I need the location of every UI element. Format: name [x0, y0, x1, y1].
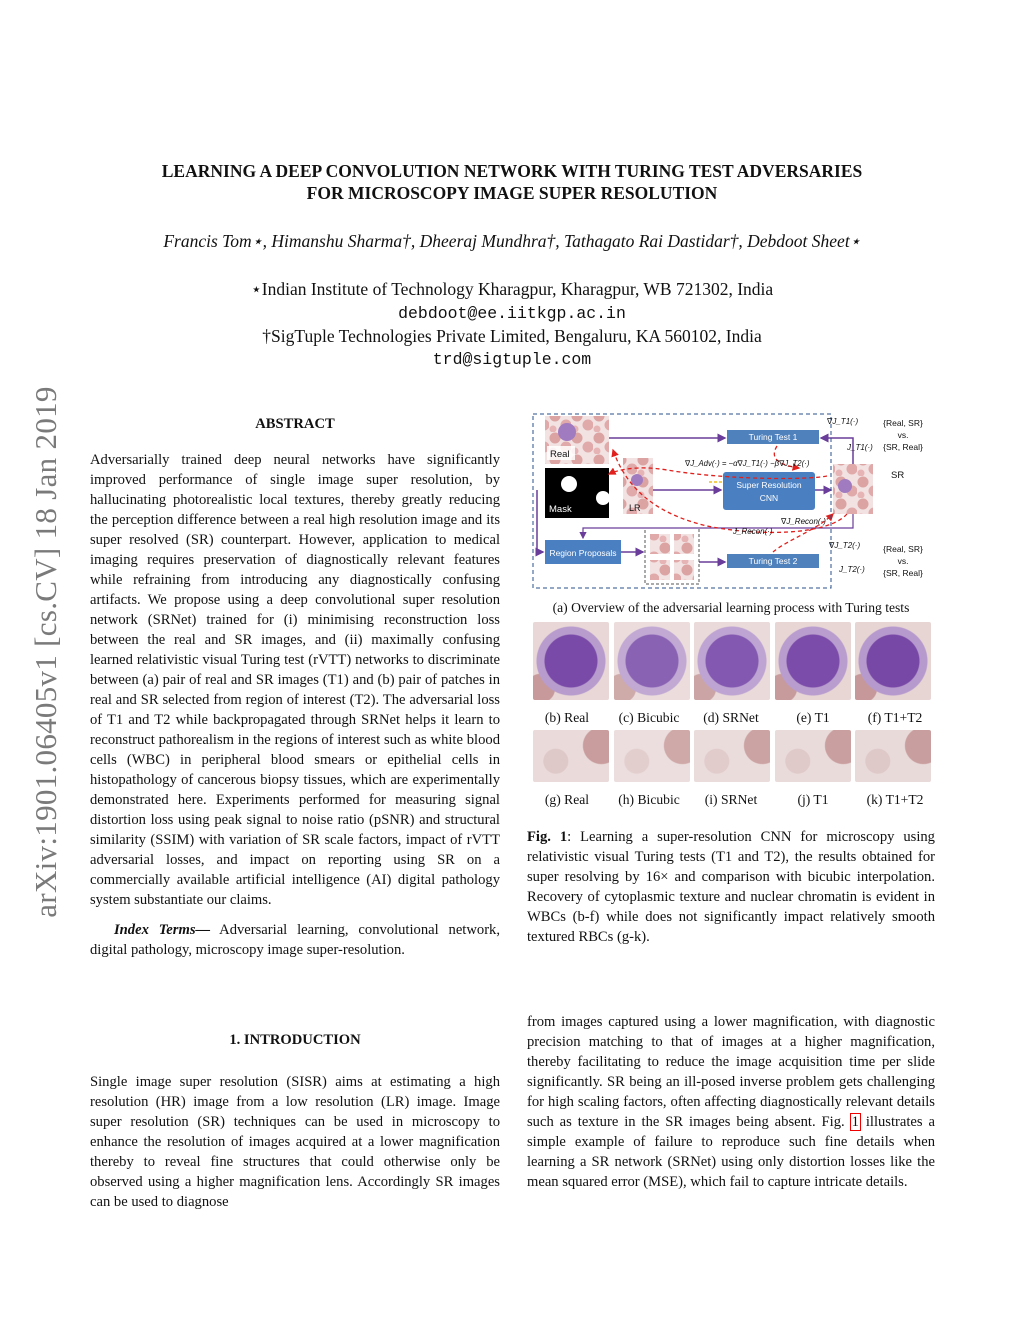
rbc-t1t2-image: [855, 730, 931, 782]
label-j: (j) T1: [797, 792, 829, 807]
region-proposals-label: Region Proposals: [549, 548, 617, 558]
patch-sr-1: [674, 534, 694, 554]
pair2-vs: vs.: [897, 556, 909, 566]
grad-t2-label: ∇J_T2(·): [829, 541, 861, 550]
intro-left-column: [90, 1072, 500, 1212]
wbc-real-image: [533, 622, 609, 700]
figure-1-caption: [527, 827, 935, 947]
j-t2-label: J_T2(·): [839, 565, 865, 574]
figure-caption-a: (a) Overview of the adversarial learning process with Turing tests: [552, 600, 910, 615]
label-c: (c) Bicubic: [618, 710, 680, 725]
paper-title: [100, 160, 924, 204]
introduction-heading: 1. INTRODUCTION: [229, 1032, 361, 1048]
rbc-label-row: [527, 792, 935, 808]
turing-test-2-label: Turing Test 2: [748, 556, 798, 566]
label-i: (i) SRNet: [704, 792, 758, 807]
index-terms-text: Adversarial learning, convolutional network, digital pathology, microscopy image super-resolution.: [90, 922, 501, 958]
patch-sr-2: [674, 560, 694, 580]
mask-blob-1: [561, 476, 577, 492]
arxiv-stamp-text: arXiv:1901.06405v1 [cs.CV] 18 Jan 2019: [28, 386, 63, 918]
intro-right-paragraph: [527, 1012, 935, 1192]
affiliation-iit: ⋆Indian Institute of Technology Kharagpur, Kharagpur, WB 721302, India: [250, 279, 774, 299]
title-line-2: FOR MICROSCOPY IMAGE SUPER RESOLUTION: [306, 183, 718, 203]
intro-left-text: Single image super resolution (SISR) aims at estimating a high resolution (HR) image from a low resolution (LR) image. Image super resolution (SR) techniques can be used in microscopy to enhance the resolution of images acquired at a lower magnification thereby to reveal fine structures that could otherwise only be observed using a higher magnification lens. Accordingly SR images can be used to diagnose: [90, 1074, 500, 1210]
wbc-srnet-image: [694, 622, 770, 700]
label-k: (k) T1+T2: [866, 792, 924, 807]
intro-right-text-2: illustrates a simple example of failure to reproduce such fine details when learning a SR network (SRNet) using only distortion losses like the mean squared error (MSE), which fail to capture intricate details.: [527, 1114, 935, 1190]
pair1-line1: {Real, SR}: [883, 418, 923, 428]
wbc-t1t2-image: [855, 622, 931, 700]
abstract-heading: ABSTRACT: [255, 416, 335, 432]
rbc-bicubic-image: [614, 730, 690, 782]
intro-right-column: [527, 1012, 935, 1192]
label-d: (d) SRNet: [703, 710, 759, 725]
sr-label: SR: [891, 470, 905, 481]
pair2-line2: {SR, Real}: [883, 568, 923, 578]
affiliation-sigtuple: †SigTuple Technologies Private Limited, Bengaluru, KA 560102, India: [262, 326, 762, 346]
srcnn-box: [723, 472, 815, 510]
grad-adv-label: ∇J_Adv(·) = −α∇J_T1(·) −β∇J_T2(·): [685, 459, 810, 468]
authors: Francis Tom⋆, Himanshu Sharma†, Dheeraj Mundhra†, Tathagato Rai Dastidar†, Debdoot Sheet⋆: [163, 231, 861, 251]
fig-ref-link[interactable]: 1: [851, 1114, 859, 1130]
pair1-line2: {SR, Real}: [883, 442, 923, 452]
srcnn-label-line2: CNN: [759, 493, 779, 503]
email-iit: debdoot@ee.iitkgp.ac.in: [398, 304, 626, 323]
abstract-text: Adversarially trained deep neural networks have significantly improved performance of single image super resolution, by hallucinating photorealistic local textures, thereby greatly reducing the perception difference between a real high resolution image and its super resolved (SR) counterpart. However, application to medical imaging requires preservation of diagnostically relevant features while refraining from introducing any diagnostically confusing artifacts. We propose using a deep convolutional super resolution network (SRNet) trained for (i) minimising reconstruction loss between the real and SR images, and (ii) maximally confusing learned relativistic visual Turing test (rVTT) networks to discriminate between (a) pair of real and SR images (T1) and (b) pair of patches in real and SR selected from region of interest (T2). The adversarial loss of T1 and T2 while backpropagated through SRNet helps it learn to reconstruct pathorealism in the regions of interest such as white blood cells (WBC) in peripheral blood smears or epithelial cells in histopathology of cancerous biopsy tissues, which are experimentally demonstrated here. Experiments performed for measuring signal distortion loss using peak signal to noise ratio (pSNR) and structural similarity (SSIM) with variation of SR scale factors, impact of rVTT adversarial losses, and impact on reporting using SR on a commercially available artificial intelligence (AI) digital pathology system substantiate our claims.: [90, 452, 500, 908]
flow-mask-to-region: [537, 490, 543, 552]
lr-label: LR: [629, 503, 641, 513]
pair1-vs: vs.: [897, 430, 909, 440]
index-terms: [90, 920, 500, 960]
rbc-t1-image: [775, 730, 851, 782]
patch-real-1: [650, 534, 670, 554]
label-g: (g) Real: [544, 792, 590, 807]
rbc-srnet-image: [694, 730, 770, 782]
figure-1-caption-body: : Learning a super-resolution CNN for microscopy using relativistic visual Turing tests (T1 and T2), the results obtained for super resolving by 16× and comparison with bicubic interpolation. Recovery of cytoplasmic texture and nuclear chromatin is evident in WBCs (b-f) while does not significantly impact relatively smooth textured RBCs (g-k).: [527, 829, 935, 945]
figure-1-caption-text: [527, 827, 935, 947]
label-e: (e) T1: [796, 710, 830, 725]
grad-t1-label: ∇J_T1(·): [827, 417, 859, 426]
wbc-label-row: [527, 710, 935, 726]
rbc-image-row: [533, 730, 931, 782]
rbc-real-image: [533, 730, 609, 782]
abstract-body: [90, 450, 500, 960]
j-t1-label: J_T1(·): [847, 443, 873, 452]
wbc-bicubic-image: [614, 622, 690, 700]
real-label: Real: [550, 449, 570, 460]
wbc-t1-image: [775, 622, 851, 700]
srcnn-label-line1: Super Resolution: [736, 480, 802, 490]
sr-wbc: [838, 479, 852, 493]
label-f: (f) T1+T2: [867, 710, 923, 725]
arxiv-stamp: [26, 362, 66, 942]
figure-overview-diagram: [527, 410, 935, 592]
figure-1-caption-label: Fig. 1: [527, 829, 568, 845]
index-terms-label: Index Terms—: [114, 922, 211, 938]
turing-test-1-label: Turing Test 1: [748, 432, 798, 442]
patch-real-2: [650, 560, 670, 580]
real-wbc: [558, 423, 576, 441]
email-sigtuple: trd@sigtuple.com: [432, 350, 592, 369]
mask-label: Mask: [549, 504, 572, 515]
grad-recon-label: ∇J_Recon(·): [781, 517, 826, 526]
label-b: (b) Real: [544, 710, 590, 725]
mask-blob-2: [596, 491, 610, 505]
j-recon-label: J_Recon(·): [733, 527, 773, 536]
title-line-1: LEARNING A DEEP CONVOLUTION NETWORK WITH TURING TEST ADVERSARIES: [161, 161, 863, 181]
label-h: (h) Bicubic: [618, 792, 680, 807]
intro-right-text-1: from images captured using a lower magnification, with diagnostic precision matching to that of images at a higher magnification, thereby facilitating to reduce the image acquisition time per slide significantly. SR being an ill-posed inverse problem gets challenging for high scaling factors, often affecting diagnostically relevant details such as texture in the SR images being absent. Fig.: [527, 1014, 935, 1130]
wbc-image-row: [533, 622, 931, 700]
pair2-line1: {Real, SR}: [883, 544, 923, 554]
